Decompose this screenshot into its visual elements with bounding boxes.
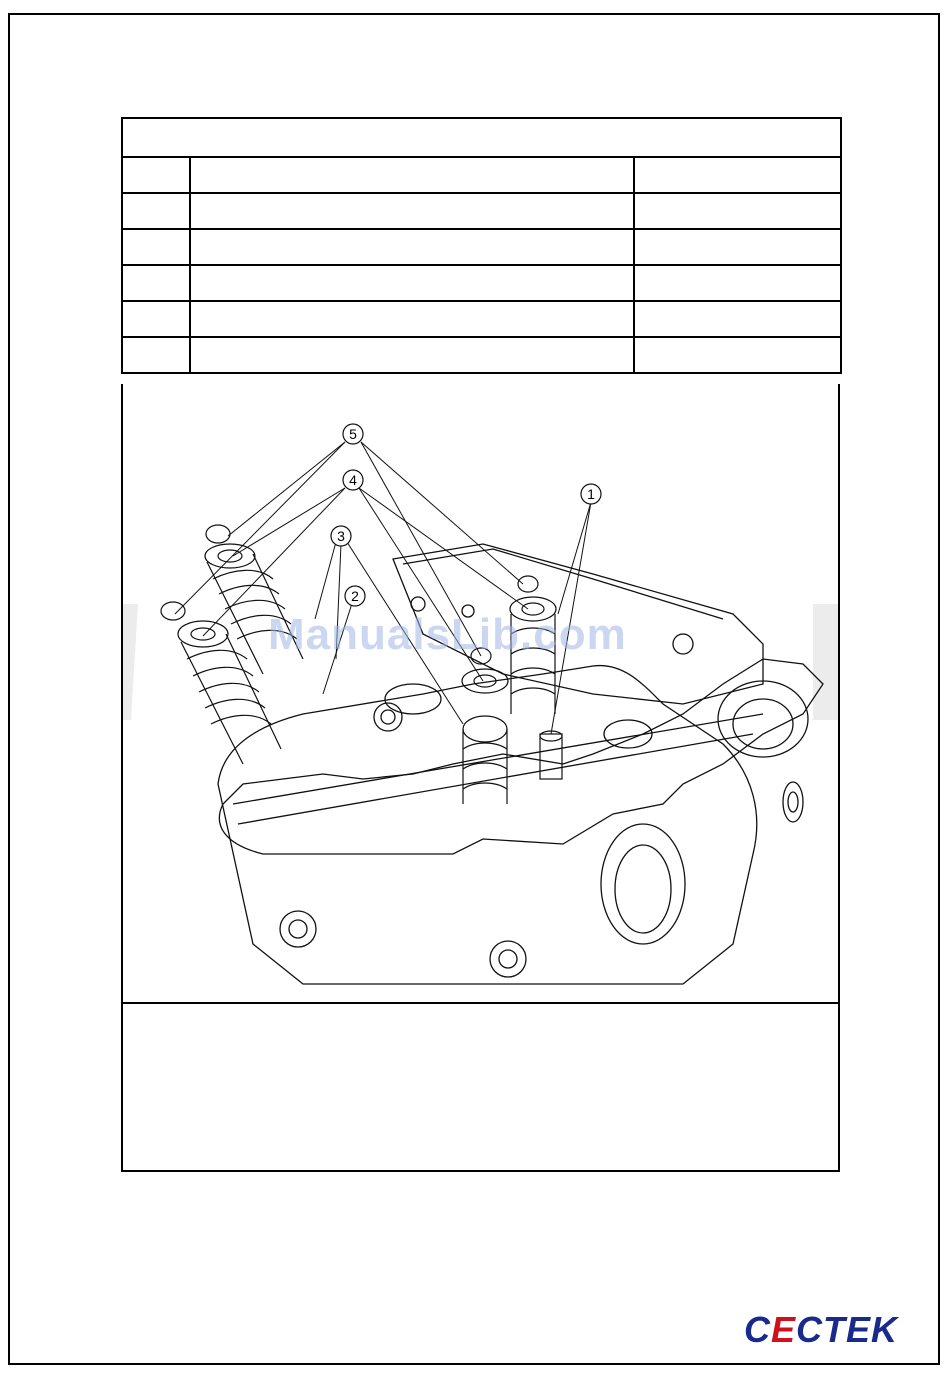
valve-keeper xyxy=(518,576,538,592)
table-row xyxy=(122,157,841,193)
row-part-name xyxy=(190,229,634,265)
cectek-logo xyxy=(742,1306,932,1352)
row-part-name xyxy=(190,157,634,193)
svg-text:4: 4 xyxy=(349,472,357,488)
gasket-outline xyxy=(219,659,823,854)
row-quantity xyxy=(634,265,841,301)
table-title xyxy=(122,118,841,157)
intake-port xyxy=(601,824,685,944)
row-quantity xyxy=(634,229,841,265)
callout-3 xyxy=(331,526,351,546)
bolt-boss xyxy=(374,703,402,731)
row-number xyxy=(122,265,190,301)
callout-4 xyxy=(343,470,363,490)
parts-table xyxy=(121,117,842,374)
watermark-text: ManualsLib.com xyxy=(268,610,627,659)
row-quantity xyxy=(634,301,841,337)
table-row xyxy=(122,193,841,229)
row-part-name xyxy=(190,337,634,373)
svg-text:2: 2 xyxy=(351,588,359,604)
row-number xyxy=(122,193,190,229)
figure-panel xyxy=(121,384,840,1004)
svg-text:3: 3 xyxy=(337,528,345,544)
callout-1 xyxy=(581,484,601,504)
callout-2 xyxy=(345,586,365,606)
callout-5 xyxy=(343,424,363,444)
row-part-name xyxy=(190,193,634,229)
row-quantity xyxy=(634,337,841,373)
row-number xyxy=(122,337,190,373)
notes-panel xyxy=(121,1003,840,1172)
table-row xyxy=(122,337,841,373)
table-row xyxy=(122,301,841,337)
row-number xyxy=(122,157,190,193)
row-part-name xyxy=(190,301,634,337)
callout-leaders xyxy=(175,442,591,734)
row-quantity xyxy=(634,193,841,229)
bolt-boss xyxy=(280,911,316,947)
row-part-name xyxy=(190,265,634,301)
row-number xyxy=(122,301,190,337)
head-body xyxy=(218,666,757,984)
row-quantity xyxy=(634,157,841,193)
table-row xyxy=(122,229,841,265)
row-number xyxy=(122,229,190,265)
cylinder-head-drawing xyxy=(123,384,838,1002)
svg-text:5: 5 xyxy=(349,426,357,442)
valve-keeper xyxy=(206,525,230,543)
bolt-boss xyxy=(490,941,526,977)
svg-text:1: 1 xyxy=(587,486,595,502)
svg-text:CECTEK: CECTEK xyxy=(744,1309,899,1350)
valve-keeper xyxy=(161,602,185,620)
table-row xyxy=(122,265,841,301)
